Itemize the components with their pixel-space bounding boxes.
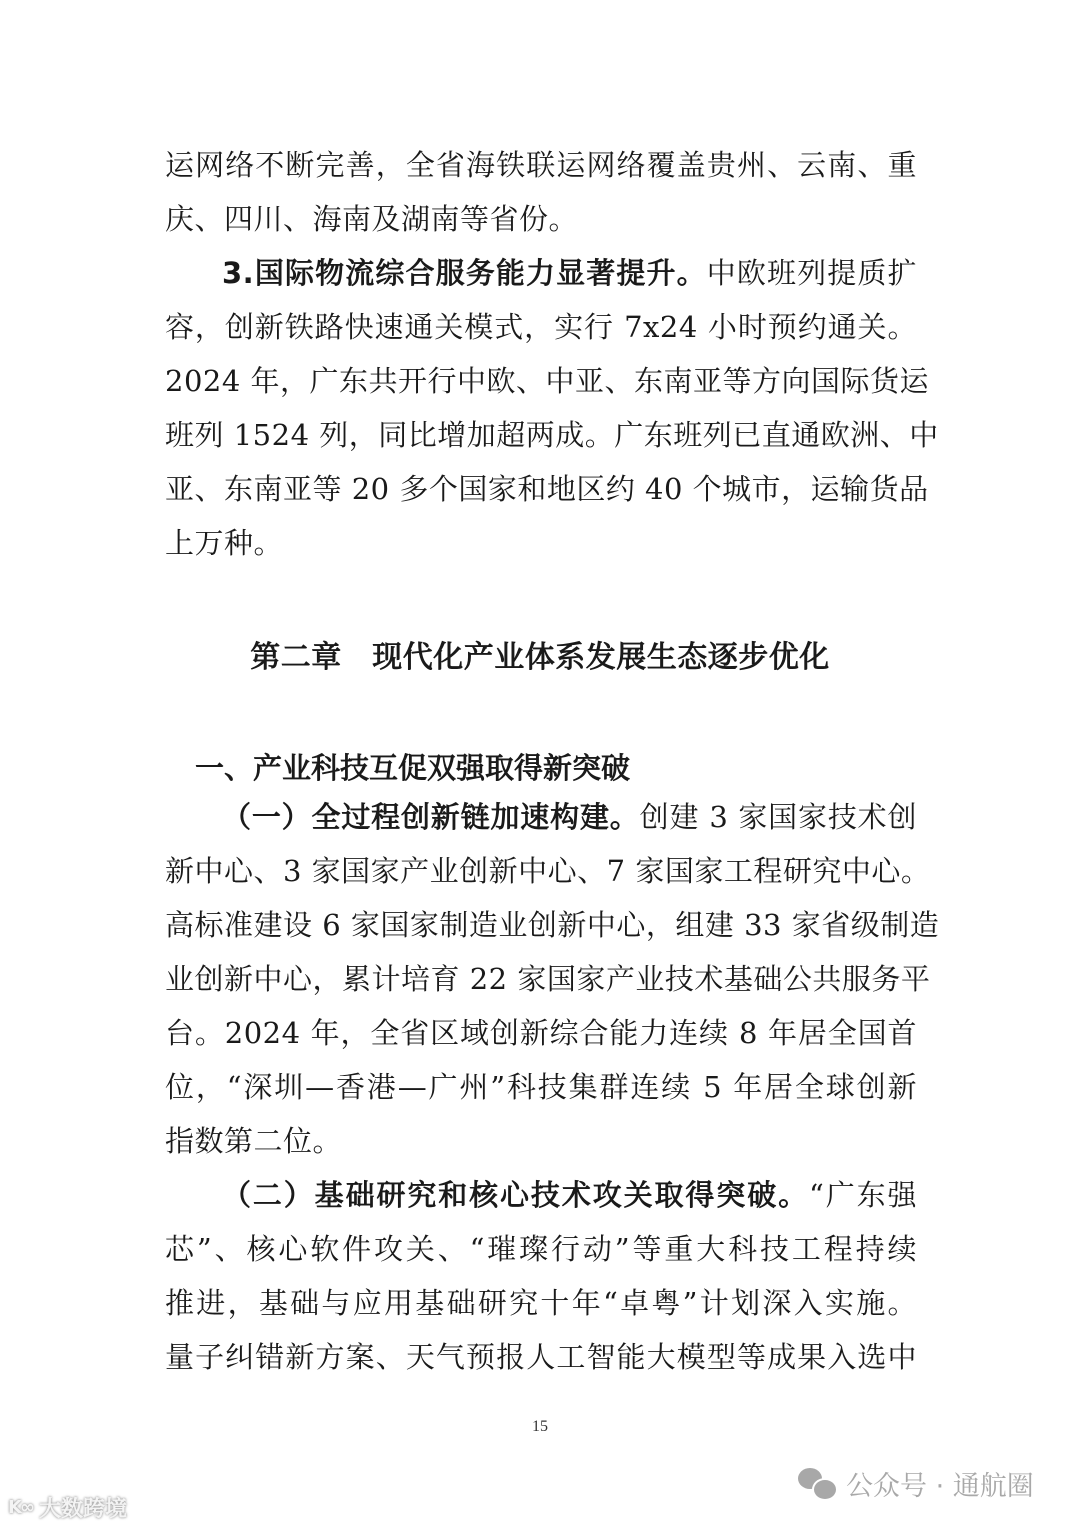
text-span: “广东强 — [808, 1178, 917, 1212]
paragraph-heading-line — [222, 1175, 917, 1215]
text-line: 运网络不断完善，全省海铁联运网络覆盖贵州、云南、重 — [165, 148, 917, 182]
paragraph-heading-line — [222, 253, 917, 293]
text-line: 新中心、3 家国家产业创新中心、7 家国家工程研究中心。 — [165, 854, 931, 888]
text-line: 推进，基础与应用基础研究十年“卓粤”计划深入实施。 — [165, 1286, 917, 1320]
text-line: 业创新中心，累计培育 22 家国家产业技术基础公共服务平 — [165, 962, 931, 996]
text-line: 位，“深圳—香港—广州”科技集群连续 5 年居全球创新 — [165, 1070, 917, 1104]
text-span: 创建 3 家国家技术创 — [639, 800, 917, 834]
wechat-icon — [798, 1468, 838, 1500]
watermark-left-text: 大数跨境 — [38, 1497, 127, 1522]
text-line: 班列 1524 列，同比增加超两成。广东班列已直通欧洲、中 — [165, 418, 939, 452]
chapter-title: 第二章 现代化产业体系发展生态逐步优化 — [250, 640, 830, 675]
text-line: 容，创新铁路快速通关模式，实行 7x24 小时预约通关。 — [165, 310, 917, 344]
watermark-right-text: 公众号 · 通航圈 — [846, 1471, 1034, 1502]
watermark-right — [798, 1464, 1034, 1503]
text-line: 上万种。 — [165, 526, 284, 560]
text-line: 量子纠错新方案、天气预报人工智能大模型等成果入选中 — [165, 1340, 917, 1374]
text-line: 庆、四川、海南及湖南等省份。 — [165, 202, 579, 236]
text-line: 指数第二位。 — [165, 1124, 343, 1158]
paragraph-heading: （一）全过程创新链加速构建。 — [222, 800, 640, 834]
text-line: 高标准建设 6 家国家制造业创新中心，组建 33 家省级制造 — [165, 908, 940, 942]
paragraph-heading-line — [222, 797, 917, 837]
text-line: 芯”、核心软件攻关、“璀璨行动”等重大科技工程持续 — [165, 1232, 917, 1266]
brand-logo-icon: K∞ — [8, 1497, 33, 1518]
text-line: 台。2024 年，全省区域创新综合能力连续 8 年居全国首 — [165, 1016, 917, 1050]
paragraph-heading: 3.国际物流综合服务能力显著提升。 — [222, 256, 707, 290]
watermark-left — [8, 1492, 127, 1523]
text-line: 2024 年，广东共开行中欧、中亚、东南亚等方向国际货运 — [165, 364, 930, 398]
text-span: 中欧班列提质扩 — [706, 256, 917, 290]
text-line: 亚、东南亚等 20 多个国家和地区约 40 个城市，运输货品 — [165, 472, 929, 506]
paragraph-heading: （二）基础研究和核心技术攻关取得突破。 — [222, 1178, 809, 1212]
section-title: 一、产业科技互促双强取得新突破 — [195, 751, 631, 785]
page-number: 15 — [532, 1418, 548, 1435]
